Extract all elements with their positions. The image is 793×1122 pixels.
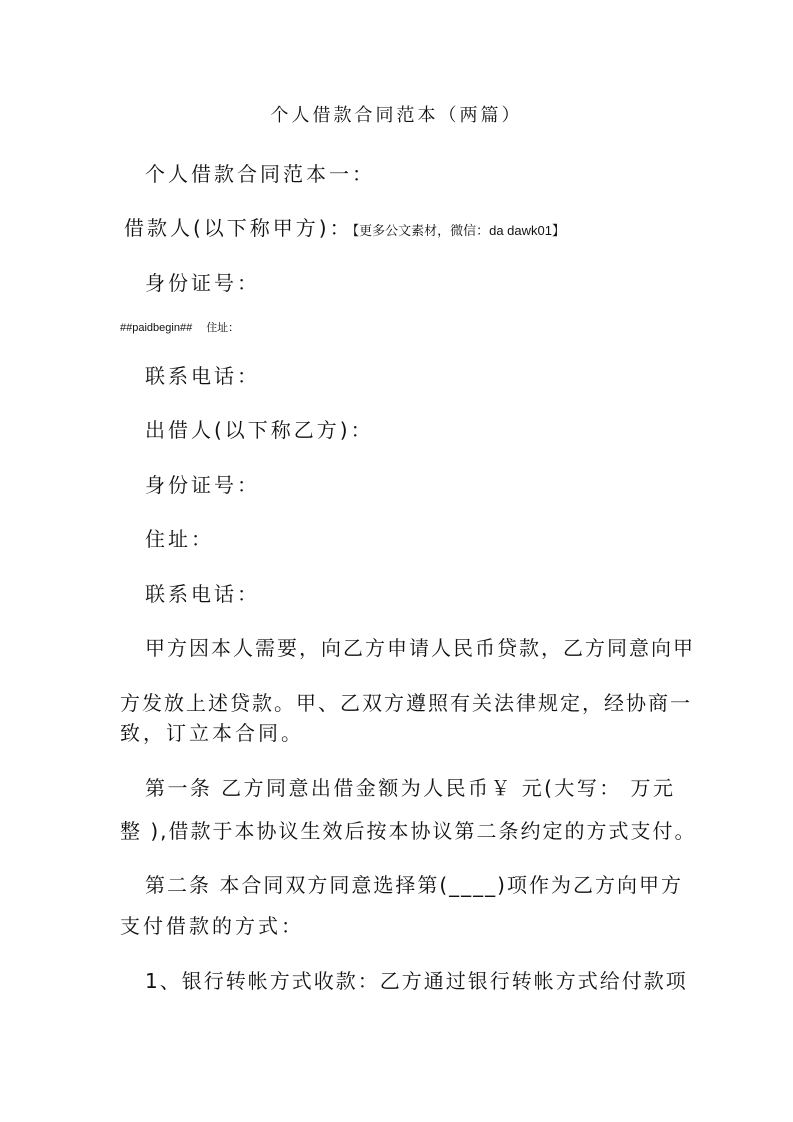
lender-address-label: 住址：: [145, 527, 214, 551]
paragraph-3-line-2: 支付借款的方式：: [120, 914, 304, 938]
lender-label: 出借人(以下称乙方)：: [145, 418, 374, 442]
paragraph-1-line-3: 致，订立本合同。: [120, 721, 304, 745]
paragraph-1-line-2: 方发放上述贷款。甲、乙双方遵照有关法律规定，经协商一: [120, 691, 692, 715]
borrower-note: 【更多公文素材，微信：da dawk01】: [352, 223, 565, 238]
paid-marker: ##paidbegin##: [120, 322, 193, 334]
borrower-label: 借款人(以下称甲方)：: [124, 216, 353, 240]
paragraph-4-line-1: 1、银行转帐方式收款：乙方通过银行转帐方式给付款项: [145, 969, 688, 993]
paragraph-2-line-2: 整 ),借款于本协议生效后按本协议第二条约定的方式支付。: [120, 819, 697, 843]
borrower-id-label: 身份证号：: [145, 271, 260, 295]
borrower-address-label: 住址：: [206, 322, 240, 334]
borrower-line: [124, 214, 565, 245]
paragraph-1-line-1: 甲方因本人需要，向乙方申请人民币贷款，乙方同意向甲: [145, 636, 695, 660]
document-title: 个人借款合同范本（两篇）: [270, 105, 523, 126]
borrower-phone-label: 联系电话：: [145, 364, 260, 388]
lender-phone-label: 联系电话：: [145, 582, 260, 606]
contract-heading: 个人借款合同范本一：: [145, 162, 375, 186]
paragraph-3-line-1: 第二条 本合同双方同意选择第(____)项作为乙方向甲方: [145, 873, 683, 897]
paragraph-2-line-1: 第一条 乙方同意出借金额为人民币￥ 元(大写： 万元: [145, 776, 675, 800]
lender-id-label: 身份证号：: [145, 473, 260, 497]
paid-marker-line: [120, 320, 239, 336]
